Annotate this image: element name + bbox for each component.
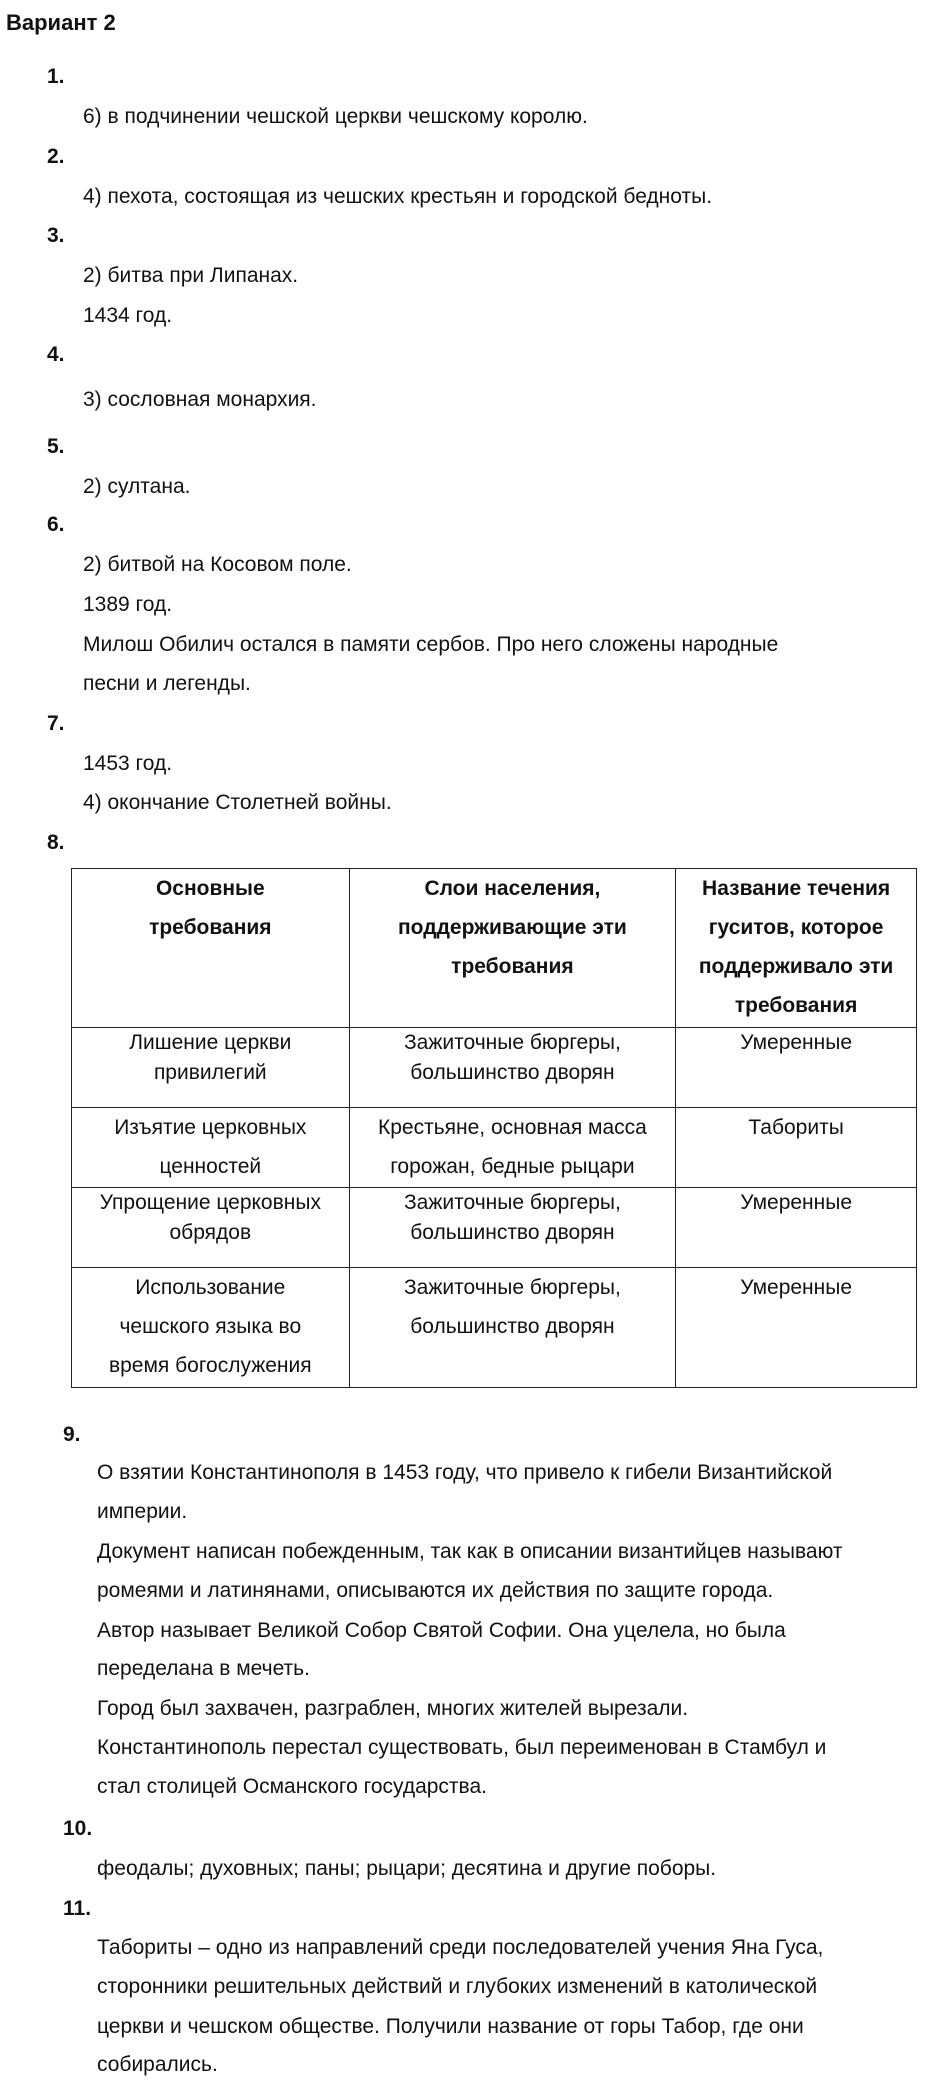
cell-text: Лишение церкви привилегий bbox=[129, 1031, 292, 1084]
question-number: 3. bbox=[47, 224, 65, 247]
header-text: Слои населения, поддерживающие эти требования bbox=[398, 877, 627, 978]
hussite-demands-table bbox=[71, 868, 917, 1388]
table-header-row bbox=[72, 869, 917, 1028]
answer-text: 2) султана. bbox=[83, 475, 191, 498]
table-cell bbox=[676, 1028, 917, 1108]
table-cell bbox=[676, 1268, 917, 1388]
answer-text: 2) битва при Липанах. bbox=[83, 264, 299, 287]
table-row bbox=[72, 1188, 917, 1268]
answer-text: империи. bbox=[97, 1500, 188, 1523]
table-row bbox=[72, 1108, 917, 1188]
answer-text: Документ написан побежденным, так как в описании византийцев называют bbox=[97, 1540, 843, 1563]
table-cell bbox=[349, 1028, 676, 1108]
table-cell bbox=[72, 1268, 350, 1388]
table-cell bbox=[349, 1108, 676, 1188]
header-text: Название течения гуситов, которое поддерживало эти требования bbox=[698, 877, 894, 1017]
cell-text: Крестьяне, основная масса горожан, бедные рыцари bbox=[377, 1116, 647, 1178]
question-number: 7. bbox=[47, 712, 65, 735]
question-number: 10. bbox=[63, 1817, 93, 1840]
cell-text: Использование чешского языка во время богослужения bbox=[108, 1276, 312, 1377]
answer-text: стал столицей Османского государства. bbox=[97, 1775, 487, 1798]
table-cell bbox=[676, 1108, 917, 1188]
table-cell bbox=[72, 1108, 350, 1188]
answer-text: песни и легенды. bbox=[83, 672, 251, 695]
cell-text: Умеренные bbox=[740, 1031, 853, 1054]
answer-text: 1389 год. bbox=[83, 593, 173, 616]
answer-text: переделана в мечеть. bbox=[97, 1657, 310, 1680]
header-text: Основные требования bbox=[149, 877, 272, 939]
answer-text: церкви и чешском обществе. Получили название от горы Табор, где они bbox=[97, 2015, 804, 2038]
answer-text: О взятии Константинополя в 1453 году, что привело к гибели Византийской bbox=[97, 1461, 833, 1484]
cell-text: Упрощение церковных обрядов bbox=[99, 1191, 321, 1244]
question-number: 1. bbox=[47, 65, 65, 88]
cell-text: Зажиточные бюргеры, большинство дворян bbox=[404, 1191, 621, 1244]
table-cell bbox=[72, 1028, 350, 1108]
table-cell bbox=[676, 1188, 917, 1268]
answer-text: 4) пехота, состоящая из чешских крестьян и городской бедноты. bbox=[83, 185, 713, 208]
cell-text: Табориты bbox=[748, 1116, 844, 1139]
cell-text: Зажиточные бюргеры, большинство дворян bbox=[404, 1276, 621, 1338]
table-cell bbox=[349, 1268, 676, 1388]
table-header bbox=[676, 869, 917, 1028]
table-row bbox=[72, 1268, 917, 1388]
answer-text: Автор называет Великой Собор Святой Софии. Она уцелела, но была bbox=[97, 1619, 786, 1642]
answer-text: 1453 год. bbox=[83, 752, 173, 775]
table-cell bbox=[72, 1188, 350, 1268]
question-number: 8. bbox=[47, 831, 65, 854]
answer-text: Город был захвачен, разграблен, многих жителей вырезали. bbox=[97, 1697, 689, 1720]
answer-text: Милош Обилич остался в памяти сербов. Про него сложены народные bbox=[83, 633, 779, 656]
cell-text: Умеренные bbox=[740, 1276, 853, 1299]
table-row bbox=[72, 1028, 917, 1108]
question-number: 2. bbox=[47, 145, 65, 168]
cell-text: Изъятие церковных ценностей bbox=[114, 1116, 307, 1178]
table-header bbox=[72, 869, 350, 1028]
question-number: 6. bbox=[47, 513, 65, 536]
question-number: 4. bbox=[47, 343, 65, 366]
answer-text: 4) окончание Столетней войны. bbox=[83, 791, 392, 814]
answer-text: ромеями и латинянами, описываются их действия по защите города. bbox=[97, 1579, 774, 1602]
answer-text: 3) сословная монархия. bbox=[83, 388, 317, 411]
page-title: Вариант 2 bbox=[6, 10, 116, 35]
table-header bbox=[349, 869, 676, 1028]
answer-text: Табориты – одно из направлений среди последователей учения Яна Гуса, bbox=[97, 1936, 824, 1959]
answer-text: сторонники решительных действий и глубоких изменений в католической bbox=[97, 1975, 818, 1998]
question-number: 11. bbox=[63, 1897, 92, 1920]
answer-text: Константинополь перестал существовать, был переименован в Стамбул и bbox=[97, 1736, 827, 1759]
answer-text: собирались. bbox=[97, 2053, 218, 2076]
answer-text: 2) битвой на Косовом поле. bbox=[83, 553, 352, 576]
answer-text: 1434 год. bbox=[83, 304, 173, 327]
question-number: 9. bbox=[63, 1423, 81, 1446]
answer-text: 6) в подчинении чешской церкви чешскому королю. bbox=[83, 105, 588, 128]
table-cell bbox=[349, 1188, 676, 1268]
question-number: 5. bbox=[47, 435, 65, 458]
answer-text: феодалы; духовных; паны; рыцари; десятина и другие поборы. bbox=[97, 1857, 717, 1880]
cell-text: Зажиточные бюргеры, большинство дворян bbox=[404, 1031, 621, 1084]
cell-text: Умеренные bbox=[740, 1191, 853, 1214]
